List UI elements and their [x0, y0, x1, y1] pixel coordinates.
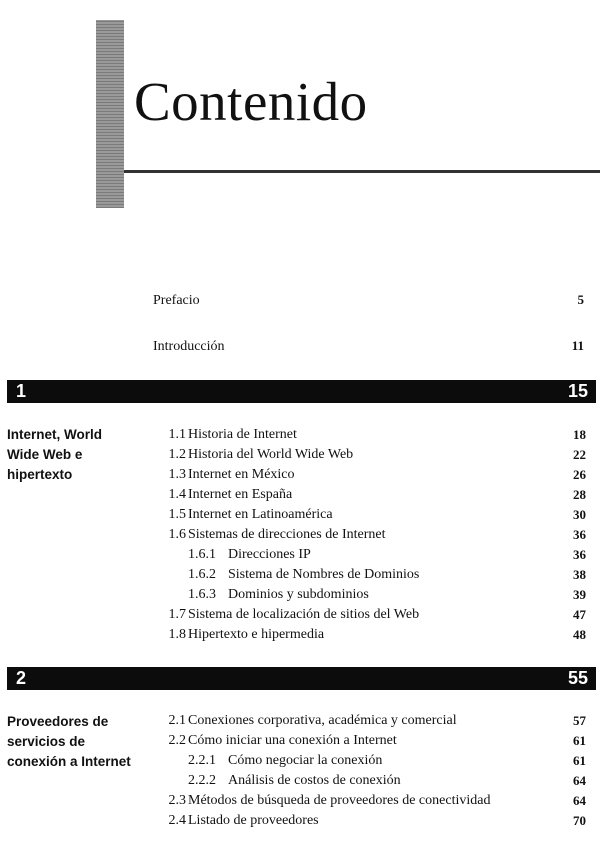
toc-subsection[interactable]: [148, 545, 586, 565]
section-number: 2.2.1: [188, 753, 216, 768]
section-number: 2.4: [168, 813, 186, 828]
toc-section[interactable]: [148, 625, 586, 645]
toc-section[interactable]: [148, 731, 586, 751]
section-title: Listado de proveedores: [188, 813, 319, 828]
section-page: 57: [573, 713, 586, 728]
section-number: 1.6: [168, 527, 186, 542]
entry-page: 11: [571, 338, 584, 353]
toc-section[interactable]: [148, 605, 586, 625]
entry-title: Prefacio: [153, 293, 200, 308]
section-number: 1.6.1: [188, 547, 216, 562]
section-page: 61: [573, 733, 586, 748]
section-page: 22: [573, 447, 586, 462]
section-title: Historia de Internet: [188, 427, 297, 442]
section-title: Sistema de localización de sitios del Web: [188, 607, 420, 622]
section-title: Hipertexto e hipermedia: [188, 627, 325, 642]
section-title: Internet en México: [188, 467, 295, 482]
section-title: Cómo iniciar una conexión a Internet: [188, 733, 397, 748]
section-page: 28: [573, 487, 586, 502]
section-number: 1.1: [168, 427, 186, 442]
section-title: Cómo negociar la conexión: [228, 753, 383, 768]
toc-section[interactable]: [148, 525, 586, 545]
toc-section[interactable]: [148, 791, 586, 811]
chapter-1-header[interactable]: [7, 380, 596, 403]
section-page: 39: [573, 587, 586, 602]
section-page: 47: [573, 607, 586, 622]
toc-subsection[interactable]: [148, 565, 586, 585]
section-number: 1.3: [168, 467, 186, 482]
chapter-1-title: Internet, World Wide Web e hipertexto: [7, 427, 103, 482]
toc-subsection[interactable]: [148, 585, 586, 605]
section-number: 1.5: [168, 507, 186, 522]
toc-entry-prefacio[interactable]: [153, 292, 584, 309]
title-rule: [124, 170, 600, 173]
section-title: Internet en España: [188, 487, 293, 502]
toc-section[interactable]: [148, 505, 586, 525]
toc-entry-introduccion[interactable]: [153, 338, 584, 355]
section-page: 30: [573, 507, 586, 522]
chapter-number: 2: [16, 668, 27, 688]
section-number: 1.7: [168, 607, 186, 622]
section-page: 64: [573, 793, 586, 808]
toc-section[interactable]: [148, 425, 586, 445]
toc-subsection[interactable]: [148, 751, 586, 771]
toc-section[interactable]: [148, 485, 586, 505]
chapter-page: 15: [567, 381, 588, 401]
section-page: 61: [573, 753, 586, 768]
section-page: 36: [573, 547, 586, 562]
section-number: 2.2: [168, 733, 186, 748]
toc-section[interactable]: [148, 711, 586, 731]
toc-section[interactable]: [148, 811, 586, 831]
entry-title: Introducción: [153, 339, 225, 354]
section-title: Dominios y subdominios: [228, 587, 369, 602]
toc-section[interactable]: [148, 465, 586, 485]
section-page: 26: [573, 467, 586, 482]
section-page: 38: [573, 567, 586, 582]
section-title: Historia del World Wide Web: [188, 447, 354, 462]
section-title: Análisis de costos de conexión: [228, 773, 401, 788]
section-title: Internet en Latinoamérica: [188, 507, 333, 522]
chapter-2-title: Proveedores de servicios de conexión a Internet: [7, 714, 131, 769]
section-page: 36: [573, 527, 586, 542]
page-title: Contenido: [134, 71, 368, 132]
toc-subsection[interactable]: [148, 771, 586, 791]
section-title: Conexiones corporativa, académica y comercial: [188, 713, 457, 728]
section-number: 1.6.3: [188, 587, 216, 602]
decorative-gray-bar: [96, 20, 124, 208]
section-page: 70: [573, 813, 586, 828]
toc-section[interactable]: [148, 445, 586, 465]
section-page: 48: [573, 627, 586, 642]
section-number: 2.3: [168, 793, 186, 808]
section-title: Direcciones IP: [228, 547, 311, 562]
section-number: 1.4: [168, 487, 186, 502]
chapter-page: 55: [567, 668, 588, 688]
entry-page: 5: [577, 292, 584, 307]
section-number: 1.2: [168, 447, 186, 462]
chapter-number: 1: [16, 381, 27, 401]
section-title: Métodos de búsqueda de proveedores de conectividad: [188, 793, 491, 808]
chapter-2-header[interactable]: [7, 667, 596, 690]
section-title: Sistema de Nombres de Dominios: [228, 567, 420, 582]
section-number: 1.8: [168, 627, 186, 642]
section-page: 18: [573, 427, 586, 442]
section-page: 64: [573, 773, 586, 788]
section-title: Sistemas de direcciones de Internet: [188, 527, 386, 542]
section-number: 2.2.2: [188, 773, 216, 788]
section-number: 2.1: [168, 713, 186, 728]
section-number: 1.6.2: [188, 567, 216, 582]
